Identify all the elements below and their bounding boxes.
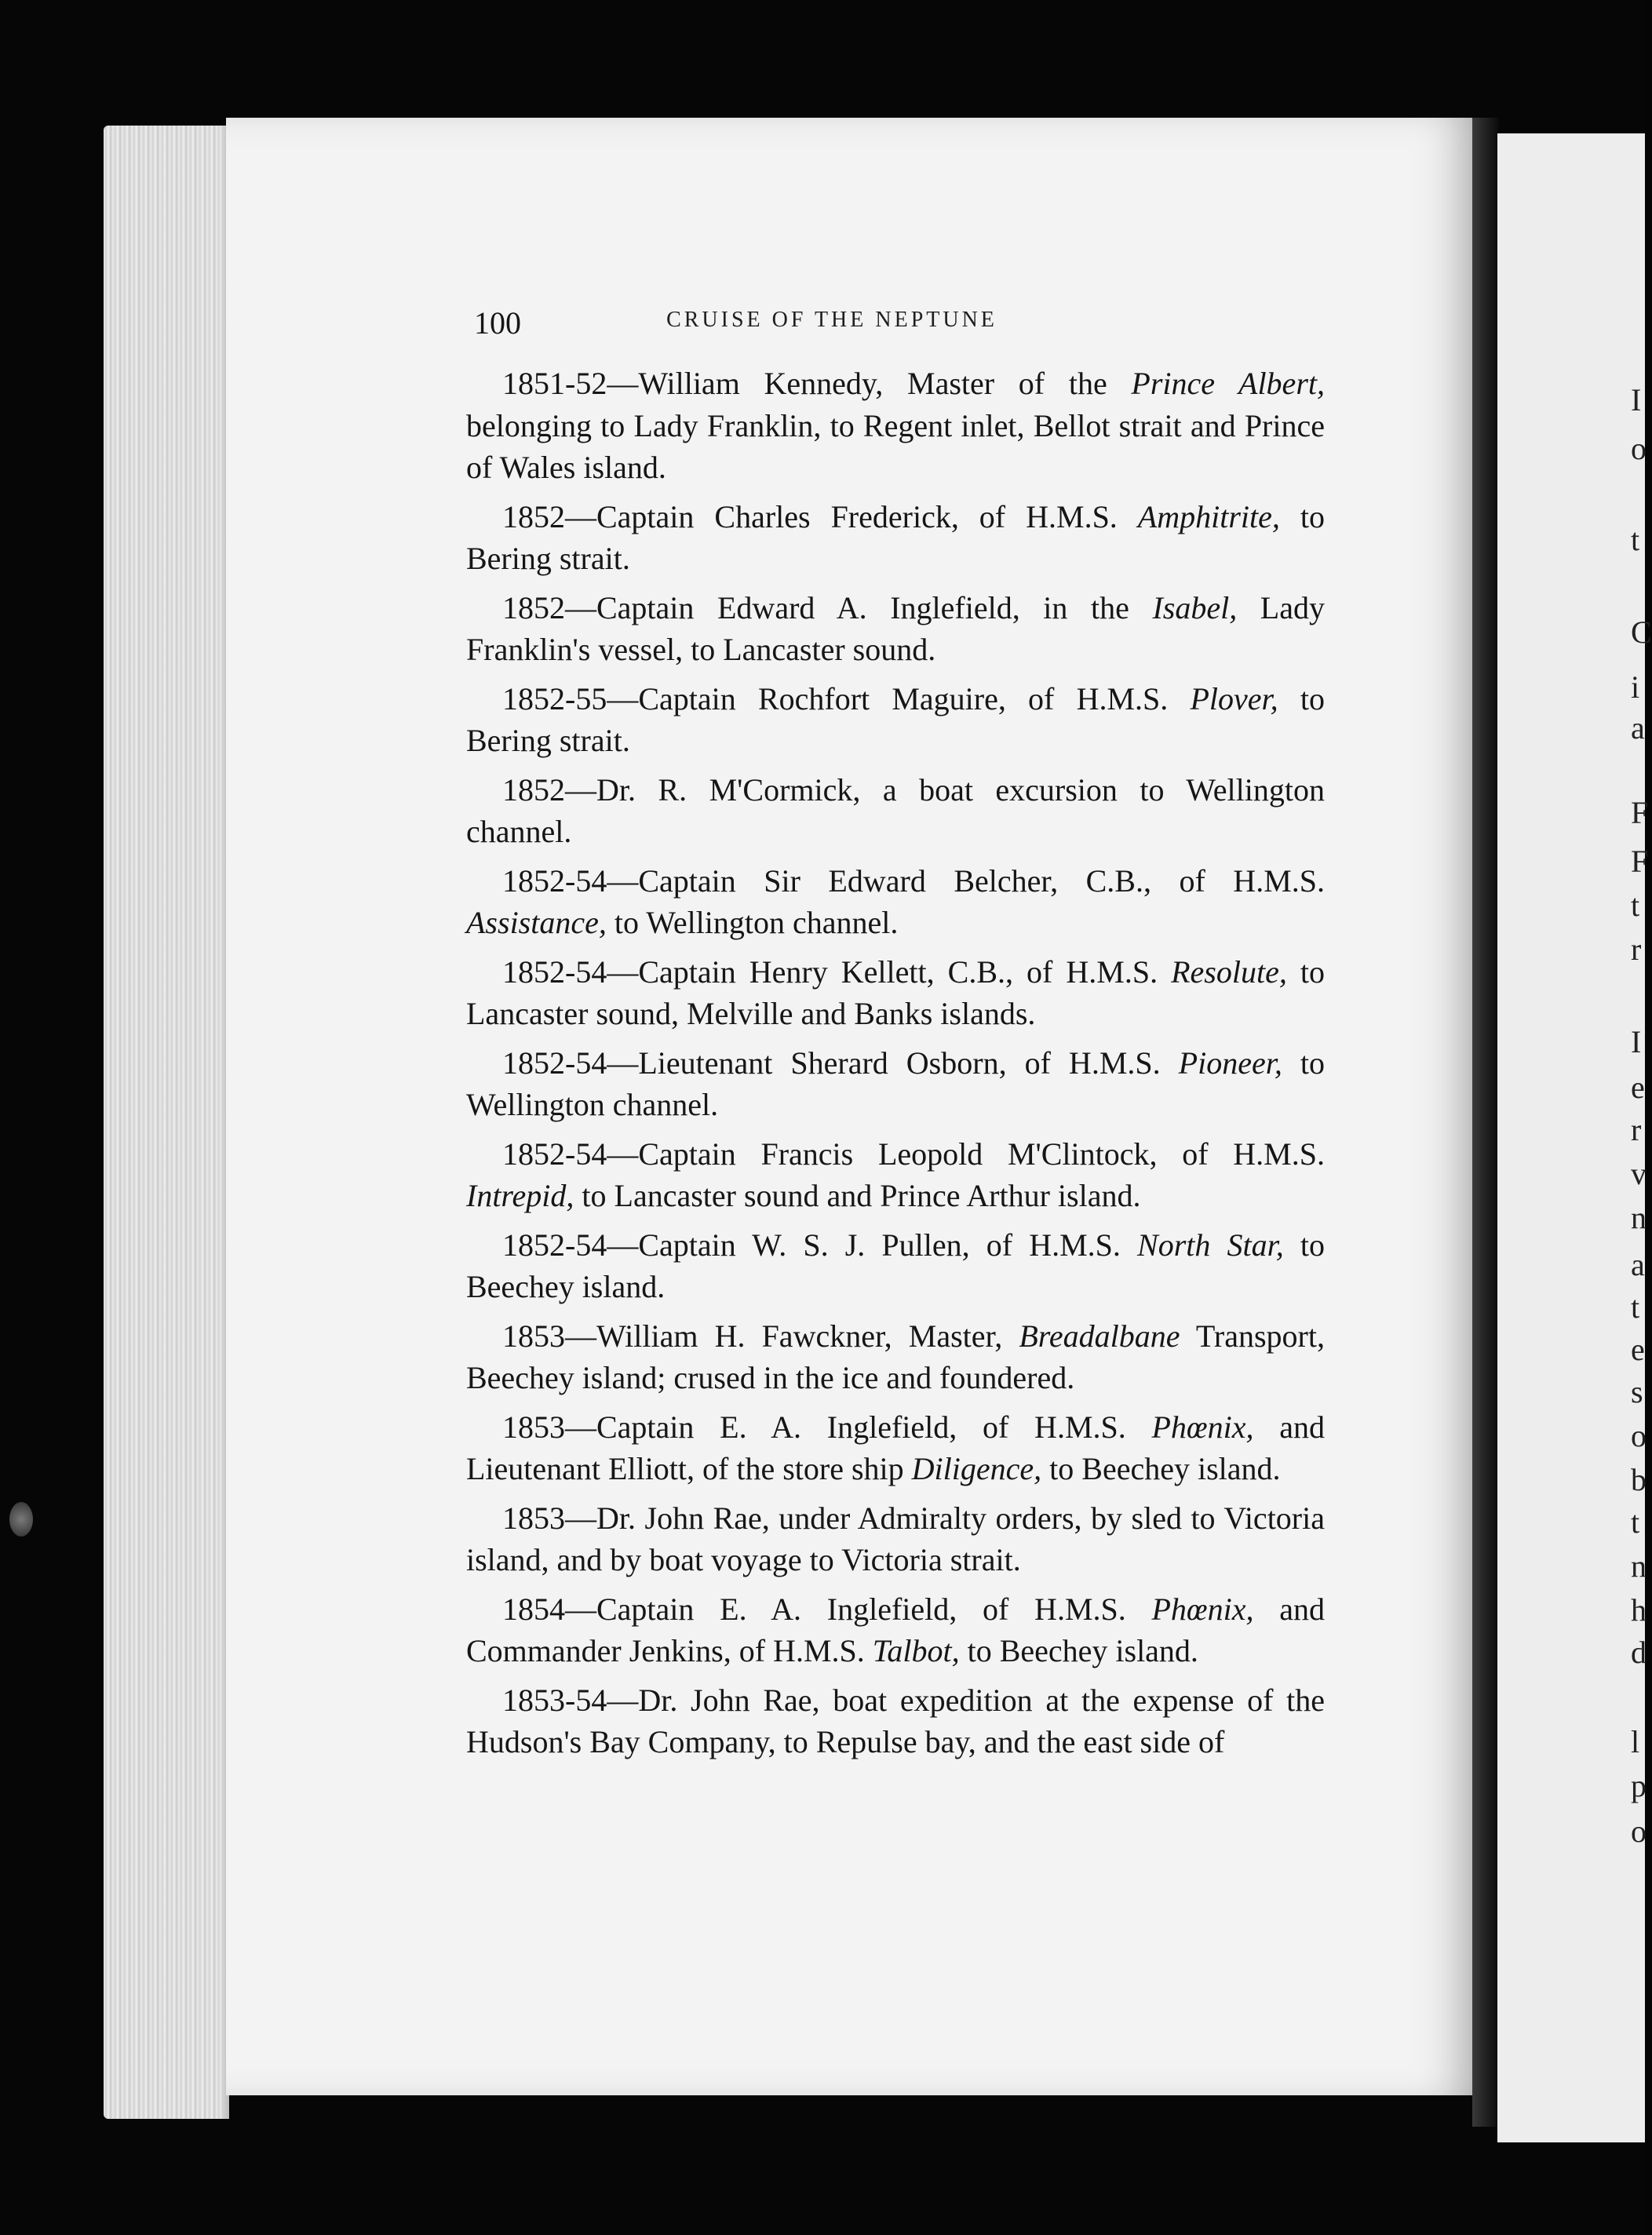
facing-page-letter: b (1631, 1462, 1647, 1497)
entry-7: 1852-54—Captain Henry Kellett, C.B., of H.M.S. Resolute, to Lancaster sound, Melville and Banks islands. (466, 953, 1325, 1031)
facing-page-letter: t (1631, 1504, 1640, 1540)
facing-page-letter: p (1631, 1768, 1647, 1803)
facing-page-letter: l (1631, 1724, 1640, 1759)
facing-page-letter: t (1631, 1289, 1640, 1325)
facing-page-letter: n (1631, 1548, 1647, 1584)
facing-page-letter: t (1631, 522, 1640, 557)
entry-8: 1852-54—Lieutenant Sherard Osborn, of H.M.S. Pioneer, to Wellington channel. (466, 1045, 1325, 1122)
facing-page-letter: o (1631, 1814, 1647, 1849)
entry-3: 1852—Captain Edward A. Inglefield, in the Isabel, Lady Franklin's vessel, to Lancaster sound. (466, 589, 1325, 667)
facing-page-letter: r (1631, 932, 1642, 967)
entry-14: 1854—Captain E. A. Inglefield, of H.M.S. Phœnix, and Commander Jenkins, of H.M.S. Talbot, to Beechey island. (466, 1591, 1325, 1668)
facing-page-letter: a (1631, 710, 1645, 746)
entry-15: 1853-54—Dr. John Rae, boat expedition at the expense of the Hudson's Bay Company, to Repulse bay, and the east side of (466, 1682, 1325, 1759)
entry-1: 1851-52—William Kennedy, Master of the Prince Albert, belonging to Lady Franklin, to Regent inlet, Bellot strait and Prince of Wales island. (466, 366, 1325, 485)
book-gutter (1472, 118, 1499, 2127)
facing-page-letter: n (1631, 1200, 1647, 1235)
facing-page-letter: F (1631, 795, 1649, 830)
facing-page-letter: r (1631, 1112, 1642, 1147)
facing-page-letter: o (1631, 431, 1647, 466)
entry-12: 1853—Captain E. A. Inglefield, of H.M.S. Phœnix, and Lieutenant Elliott, of the store ship Diligence, to Beechey island. (466, 1409, 1325, 1486)
running-head: CRUISE OF THE NEPTUNE (666, 308, 997, 332)
facing-page-letter: d (1631, 1635, 1647, 1670)
entry-13: 1853—Dr. John Rae, under Admiralty orders, by sled to Victoria island, and by boat voyage to Victoria strait. (466, 1500, 1325, 1577)
facing-page-letter: F (1631, 844, 1649, 879)
facing-page-letter: v (1631, 1156, 1647, 1191)
facing-page-letter: e (1631, 1332, 1645, 1367)
facing-page-letter: o (1631, 1418, 1647, 1453)
facing-page-letter: e (1631, 1070, 1645, 1105)
entry-9: 1852-54—Captain Francis Leopold M'Clintock, of H.M.S. Intrepid, to Lancaster sound and Prince Arthur island. (466, 1136, 1325, 1213)
entry-11: 1853—William H. Fawckner, Master, Breadalbane Transport, Beechey island; crused in the ice and foundered. (466, 1318, 1325, 1395)
entry-6: 1852-54—Captain Sir Edward Belcher, C.B., of H.M.S. Assistance, to Wellington channel. (466, 862, 1325, 940)
facing-page (1497, 133, 1645, 2142)
page-edges (104, 126, 229, 2119)
facing-page-letter: h (1631, 1592, 1647, 1628)
entry-4: 1852-55—Captain Rochfort Maguire, of H.M.S. Plover, to Bering strait. (466, 680, 1325, 758)
body-text (466, 363, 1325, 1763)
facing-page-letter: a (1631, 1247, 1645, 1282)
facing-page-letter: i (1631, 669, 1640, 705)
facing-page-letter: I (1631, 1024, 1642, 1059)
facing-page-letter: t (1631, 888, 1640, 923)
facing-page-letter: I (1631, 382, 1642, 417)
entry-5: 1852—Dr. R. M'Cormick, a boat excursion to Wellington channel. (466, 771, 1325, 849)
scan-artifact-dot (9, 1502, 33, 1537)
facing-page-letter: C (1631, 614, 1652, 650)
entry-2: 1852—Captain Charles Frederick, of H.M.S. Amphitrite, to Bering strait. (466, 498, 1325, 576)
entry-10: 1852-54—Captain W. S. J. Pullen, of H.M.S. North Star, to Beechey island. (466, 1227, 1325, 1304)
facing-page-letter: s (1631, 1374, 1643, 1409)
page-number: 100 (474, 305, 521, 341)
